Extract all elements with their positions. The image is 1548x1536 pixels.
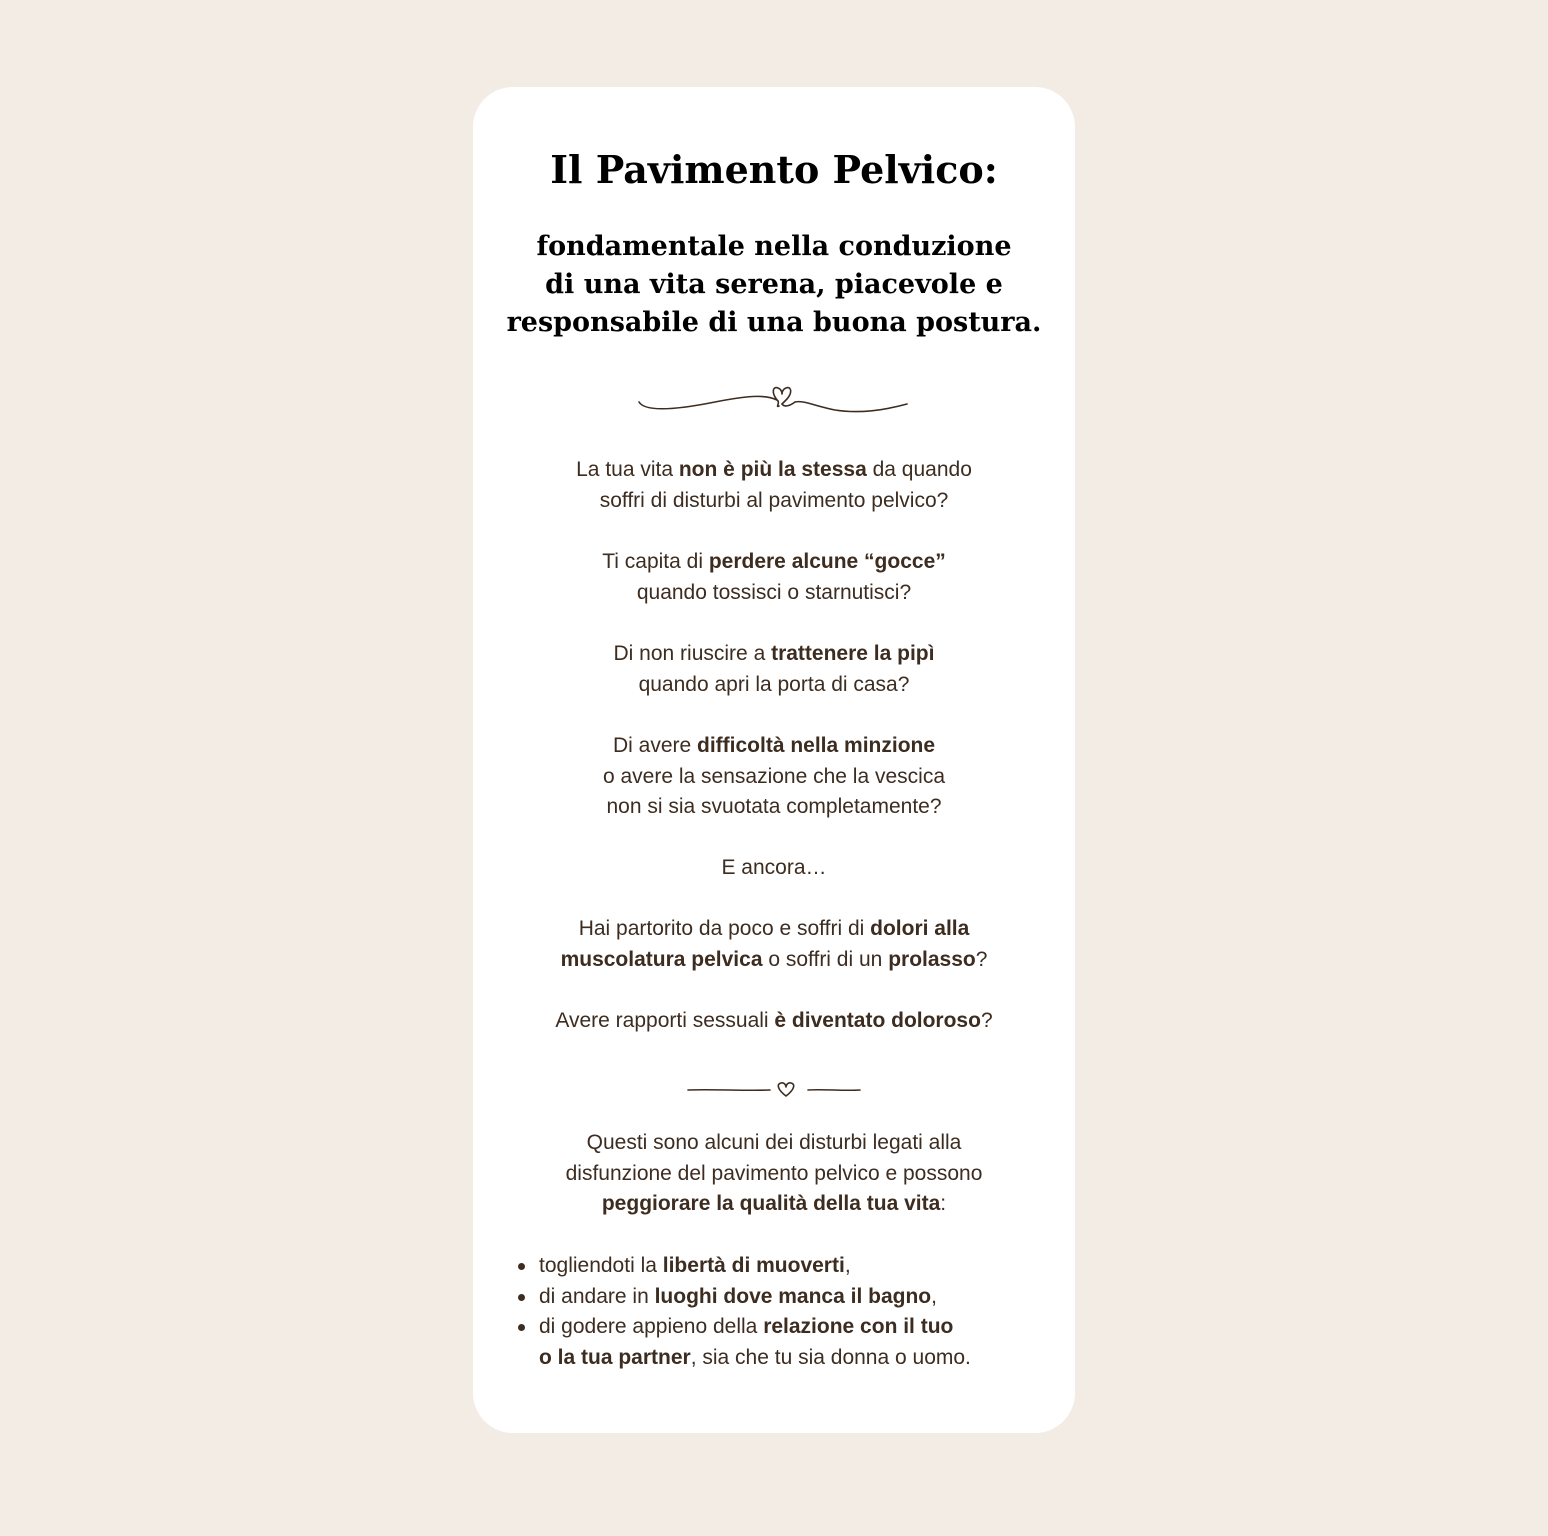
paragraph-summary: Questi sono alcuni dei disturbi legati alla disfunzione del pavimento pelvico e possono peggiorare la qualità della tua vita: bbox=[565, 1131, 983, 1216]
list-item: di godere appieno della relazione con il tuo o la tua partner, sia che tu sia donna o uomo. bbox=[515, 1312, 1075, 1373]
paragraph-postpartum: Hai partorito da poco e soffri di dolori alla muscolatura pelvica o soffri di un prolasso? bbox=[560, 917, 988, 971]
subtitle bbox=[473, 228, 1075, 342]
subtitle-line: responsabile di una buona postura. bbox=[506, 307, 1042, 338]
subtitle-line: di una vita serena, piacevole e bbox=[545, 269, 1003, 300]
list-item: di andare in luoghi dove manca il bagno, bbox=[515, 1282, 1075, 1313]
paragraph-and-more: E ancora… bbox=[721, 856, 827, 879]
paragraph-urination: Di avere difficoltà nella minzione o avere la sensazione che la vescica non si sia svuotata completamente? bbox=[602, 734, 946, 819]
paragraph-drops: Ti capita di perdere alcune “gocce” quando tossisci o starnutisci? bbox=[602, 550, 946, 604]
subtitle-line: fondamentale nella conduzione bbox=[536, 231, 1012, 262]
heart-flourish-icon bbox=[635, 380, 910, 420]
paragraph-hold: Di non riuscire a trattenere la pipì quando apri la porta di casa? bbox=[613, 642, 935, 696]
heart-divider-icon bbox=[684, 1076, 864, 1104]
paragraph-life-changed: La tua vita non è più la stessa da quando soffri di disturbi al pavimento pelvico? bbox=[576, 458, 972, 512]
paragraph-intercourse: Avere rapporti sessuali è diventato doloroso? bbox=[555, 1009, 993, 1032]
bullet-list bbox=[515, 1251, 1075, 1373]
page-title: Il Pavimento Pelvico: bbox=[550, 147, 998, 192]
list-item: togliendoti la libertà di muoverti, bbox=[515, 1251, 1075, 1282]
